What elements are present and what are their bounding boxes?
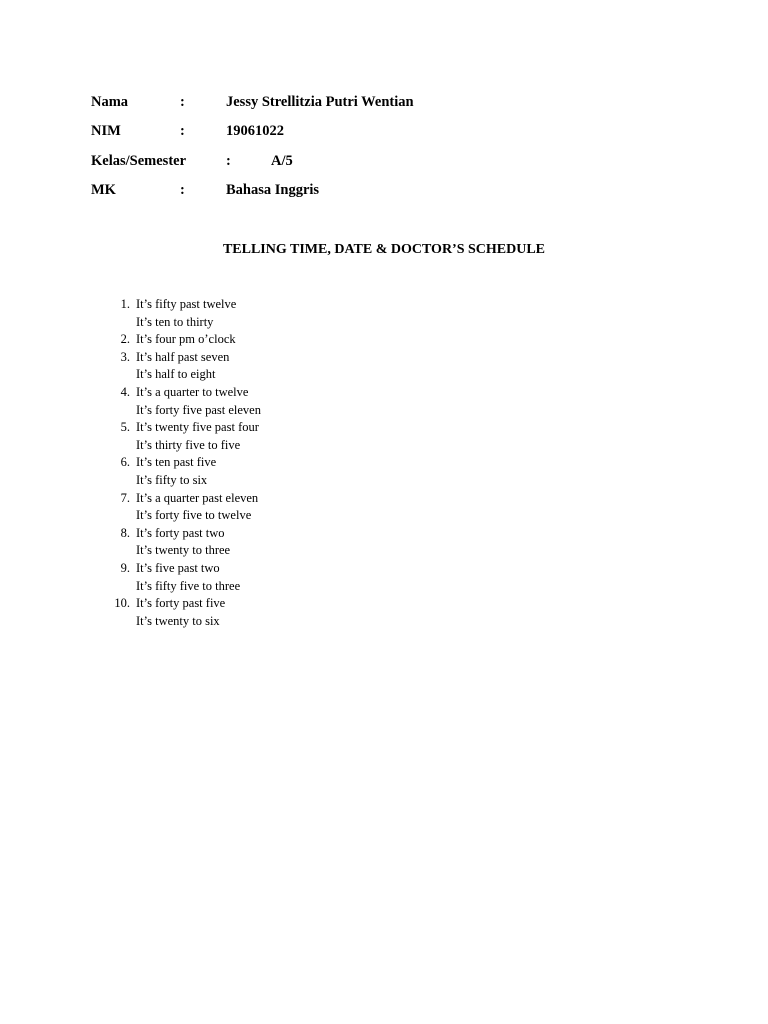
- answer-line: It’s half past seven: [136, 349, 230, 364]
- list-item: [100, 419, 261, 454]
- list-item: [100, 296, 261, 331]
- info-value-nim: 19061022: [226, 123, 284, 139]
- info-colon: :: [180, 94, 185, 110]
- list-item: [100, 595, 261, 630]
- item-number: 2.: [120, 332, 130, 347]
- info-label-nim: NIM: [91, 123, 121, 139]
- info-value-mk: Bahasa Inggris: [226, 182, 320, 198]
- info-value-nama: Jessy Strellitzia Putri Wentian: [226, 94, 414, 110]
- answer-line: It’s ten past five: [136, 455, 217, 470]
- answer-line: It’s forty five to twelve: [136, 508, 252, 523]
- answer-line: It’s twenty to three: [136, 543, 231, 558]
- list-item: [100, 331, 261, 349]
- item-number: 7.: [120, 490, 130, 505]
- info-colon: :: [226, 153, 231, 169]
- answer-line: It’s twenty to six: [136, 613, 220, 628]
- item-number: 1.: [120, 297, 130, 311]
- item-number: 6.: [120, 455, 130, 470]
- answer-line: It’s twenty five past four: [136, 420, 259, 435]
- list-item: [100, 560, 261, 595]
- info-colon: :: [180, 123, 185, 139]
- list-item: [100, 490, 261, 525]
- list-item: [100, 349, 261, 384]
- answer-line: It’s four pm o’clock: [136, 332, 236, 347]
- answer-line: It’s a quarter past eleven: [136, 490, 259, 505]
- item-number: 8.: [120, 525, 130, 540]
- item-number: 4.: [120, 384, 130, 399]
- list-item: [100, 525, 261, 560]
- answer-line: It’s fifty five to three: [136, 578, 241, 593]
- answer-list: [100, 296, 261, 630]
- answer-line: It’s forty past two: [136, 525, 225, 540]
- item-number: 10.: [114, 596, 130, 611]
- list-item: [100, 384, 261, 419]
- item-number: 9.: [120, 560, 130, 575]
- answer-line: It’s forty past five: [136, 596, 226, 611]
- answer-line: It’s fifty past twelve: [136, 297, 237, 311]
- answer-line: It’s half to eight: [136, 367, 216, 382]
- document-title: TELLING TIME, DATE & DOCTOR’S SCHEDULE: [222, 242, 546, 257]
- item-number: 3.: [120, 349, 130, 364]
- answer-line: It’s fifty to six: [136, 472, 208, 487]
- info-label-mk: MK: [91, 182, 116, 198]
- list-item: [100, 454, 261, 489]
- answer-line: It’s five past two: [136, 560, 220, 575]
- info-label-nama: Nama: [91, 94, 129, 110]
- item-number: 5.: [120, 420, 130, 435]
- answer-line: It’s ten to thirty: [136, 314, 214, 329]
- info-value-kelas-semester: A/5: [271, 153, 293, 169]
- answer-line: It’s thirty five to five: [136, 437, 241, 452]
- info-colon: :: [180, 182, 185, 198]
- answer-line: It’s forty five past eleven: [136, 402, 261, 417]
- answer-line: It’s a quarter to twelve: [136, 384, 249, 399]
- info-label-kelas-semester: Kelas/Semester: [91, 153, 187, 169]
